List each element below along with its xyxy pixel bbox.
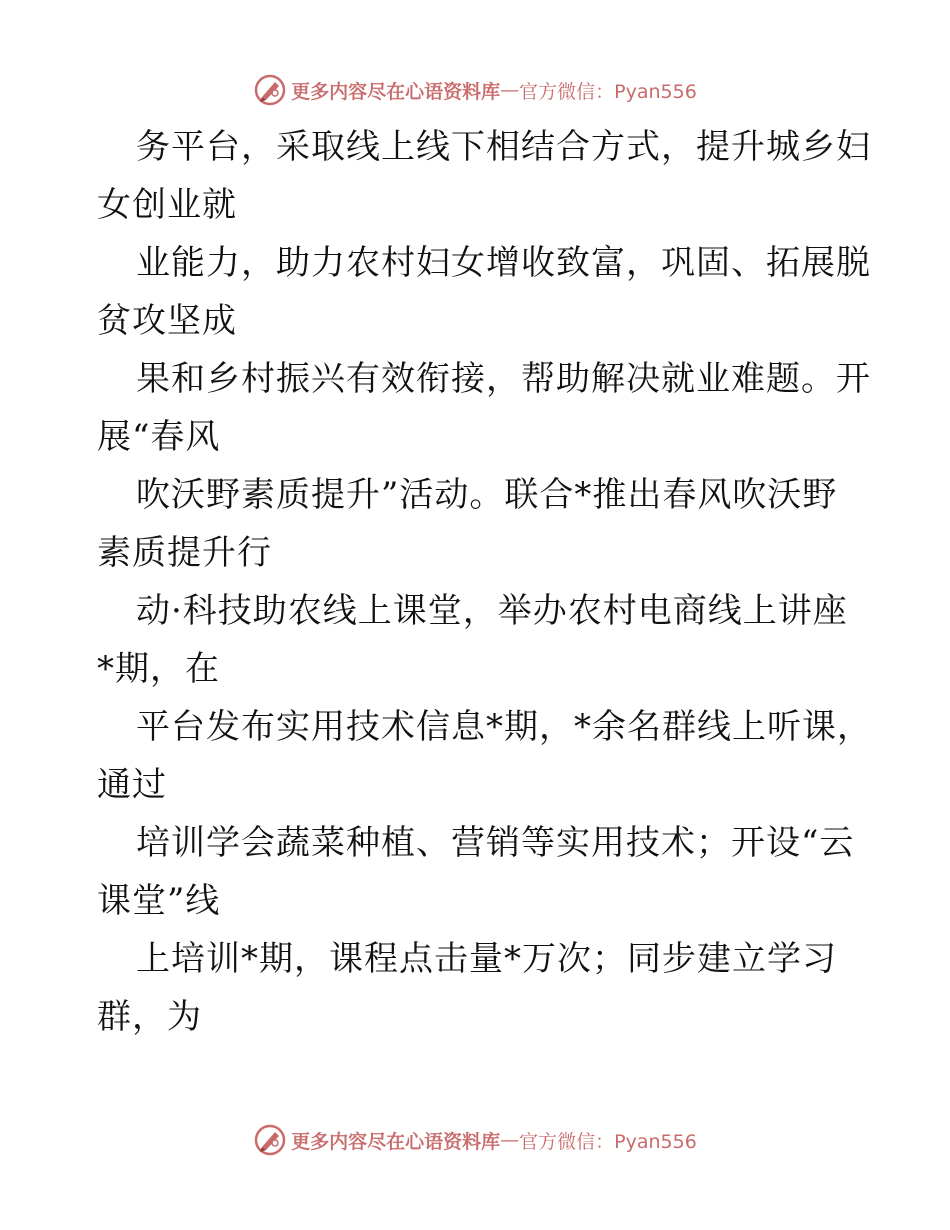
body-line: 群，为 xyxy=(97,997,202,1037)
header-watermark xyxy=(0,72,950,108)
body-line: 培训学会蔬菜种植、营销等实用技术；开设“云 xyxy=(136,823,855,863)
body-line: *期，在 xyxy=(97,649,220,689)
document-body xyxy=(97,118,872,1046)
pen-logo-icon xyxy=(253,1123,287,1157)
watermark-text: 更多内容尽在心语资料库 xyxy=(291,1130,501,1153)
watermark-dash: — xyxy=(500,1129,520,1151)
body-line: 平台发布实用技术信息*期，*余名群线上听课， xyxy=(136,707,872,747)
body-line: 上培训*期，课程点击量*万次；同步建立学习 xyxy=(136,939,837,979)
body-line: 动·科技助农线上课堂，举办农村电商线上讲座 xyxy=(136,591,848,631)
watermark-wechat: 官方微信：Pyan556 xyxy=(519,80,697,103)
body-line: 课堂”线 xyxy=(97,881,221,921)
body-line: 贫攻坚成 xyxy=(97,301,237,341)
body-line: 果和乡村振兴有效衔接，帮助解决就业难题。开 xyxy=(136,359,871,399)
watermark-dash: — xyxy=(500,79,520,101)
pen-logo-icon xyxy=(253,73,287,107)
body-line: 通过 xyxy=(97,765,167,805)
body-line: 务平台，采取线上线下相结合方式，提升城乡妇 xyxy=(136,127,871,167)
body-line: 女创业就 xyxy=(97,185,237,225)
body-line: 吹沃野素质提升”活动。联合*推出春风吹沃野 xyxy=(136,475,838,515)
body-line: 业能力，助力农村妇女增收致富，巩固、拓展脱 xyxy=(136,243,871,283)
watermark-wechat: 官方微信：Pyan556 xyxy=(519,1130,697,1153)
body-line: 素质提升行 xyxy=(97,533,272,573)
body-line: 展“春风 xyxy=(97,417,221,457)
footer-watermark xyxy=(0,1122,950,1158)
watermark-text: 更多内容尽在心语资料库 xyxy=(291,80,501,103)
